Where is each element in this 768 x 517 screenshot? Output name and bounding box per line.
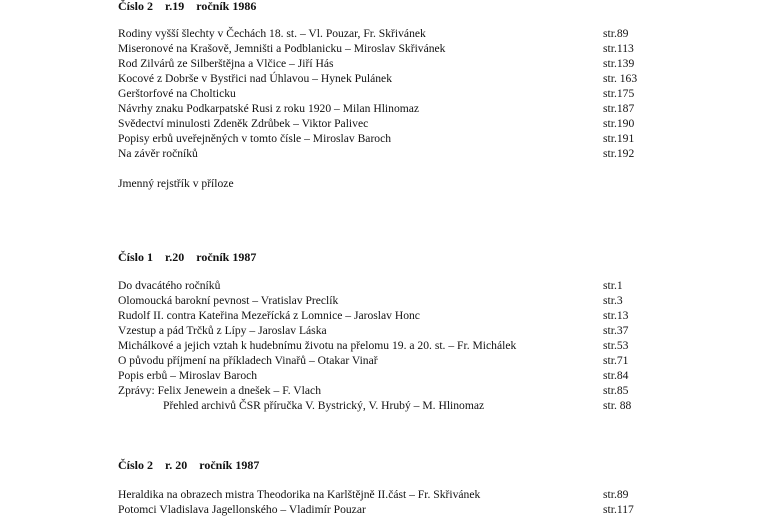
entry-title: Zprávy: Felix Jenewein a dnešek – F. Vlach	[118, 384, 321, 397]
entry-page: str.190	[603, 117, 635, 130]
toc-entry	[118, 383, 678, 398]
toc-entry	[118, 101, 678, 116]
section-heading: Číslo 2 r. 20 ročník 1987	[118, 458, 260, 472]
entry-page: str.117	[603, 503, 634, 516]
toc-entry	[118, 56, 678, 71]
entry-title: Miseronové na Krašově, Jemništi a Podblanicku – Miroslav Skřivánek	[118, 42, 446, 55]
toc-entry	[118, 293, 678, 308]
entry-title: Rudolf II. contra Kateřina Mezeřícká z Lomnice – Jaroslav Honc	[118, 309, 420, 322]
entry-page: str.191	[603, 132, 635, 145]
entry-page: str. 88	[603, 399, 632, 412]
entry-page: str.139	[603, 57, 635, 70]
entry-title: Gerštorfové na Cholticku	[118, 87, 236, 100]
toc-entry	[118, 41, 678, 56]
entry-title: Kocové z Dobrše v Bystřici nad Úhlavou – Hynek Pulánek	[118, 72, 393, 85]
entry-page: str.113	[603, 42, 634, 55]
index-note: Jmenný rejstřík v příloze	[118, 177, 234, 190]
section-heading: Číslo 2 r.19 ročník 1986	[118, 0, 257, 13]
toc-entry	[118, 131, 678, 146]
toc-entry	[118, 353, 678, 368]
entry-page: str.89	[603, 27, 629, 40]
entry-page: str.84	[603, 369, 629, 382]
entry-title: Michálkové a jejich vztah k hudebnímu životu na přelomu 19. a 20. st. – Fr. Michálek	[118, 339, 517, 352]
entry-title: Popisy erbů uveřejněných v tomto čísle – Miroslav Baroch	[118, 132, 392, 145]
entry-title: Přehled archivů ČSR příručka V. Bystrický, V. Hrubý – M. Hlinomaz	[163, 399, 485, 412]
entry-page: str.53	[603, 339, 629, 352]
toc-entry	[118, 338, 678, 353]
section-heading: Číslo 1 r.20 ročník 1987	[118, 250, 257, 264]
toc-entry	[118, 368, 678, 383]
toc-entry	[118, 278, 678, 293]
entry-title: Olomoucká barokní pevnost – Vratislav Preclík	[118, 294, 339, 307]
entry-title: Svědectví minulosti Zdeněk Zdrůbek – Viktor Palivec	[118, 117, 369, 130]
entry-page: str.13	[603, 309, 629, 322]
entry-title: Heraldika na obrazech mistra Theodorika na Karlštějně II.část – Fr. Skřivánek	[118, 488, 481, 501]
entry-page: str.85	[603, 384, 629, 397]
entry-title: Rod Zilvárů ze Silberštějna a Vlčice – Jiří Hás	[118, 57, 334, 70]
entry-page: str.192	[603, 147, 635, 160]
toc-entry	[118, 86, 678, 101]
entry-page: str.1	[603, 279, 623, 292]
toc-entry	[118, 116, 678, 131]
entry-title: Návrhy znaku Podkarpatské Rusi z roku 1920 – Milan Hlinomaz	[118, 102, 420, 115]
entry-title: Na závěr ročníků	[118, 147, 198, 160]
toc-entry	[118, 146, 678, 161]
entry-page: str.187	[603, 102, 635, 115]
entry-title: Rodiny vyšší šlechty v Čechách 18. st. – Vl. Pouzar, Fr. Skřivánek	[118, 27, 426, 40]
toc-entry	[118, 308, 678, 323]
toc-entry	[118, 71, 678, 86]
toc-entry	[118, 487, 678, 502]
entry-title: Vzestup a pád Trčků z Lípy – Jaroslav Láska	[118, 324, 327, 337]
entry-page: str. 163	[603, 72, 638, 85]
entry-page: str.3	[603, 294, 623, 307]
entry-title: Popis erbů – Miroslav Baroch	[118, 369, 258, 382]
toc-entry	[118, 502, 678, 517]
entry-title: Do dvacátého ročníků	[118, 279, 221, 292]
entry-page: str.89	[603, 488, 629, 501]
toc-entry	[118, 398, 678, 413]
toc-entry	[118, 26, 678, 41]
entry-page: str.175	[603, 87, 635, 100]
entry-page: str.71	[603, 354, 629, 367]
entry-page: str.37	[603, 324, 629, 337]
entry-title: Potomci Vladislava Jagellonského – Vladimír Pouzar	[118, 503, 366, 516]
entry-title: O původu příjmení na příkladech Vinařů – Otakar Vinař	[118, 354, 378, 367]
toc-entry	[118, 323, 678, 338]
